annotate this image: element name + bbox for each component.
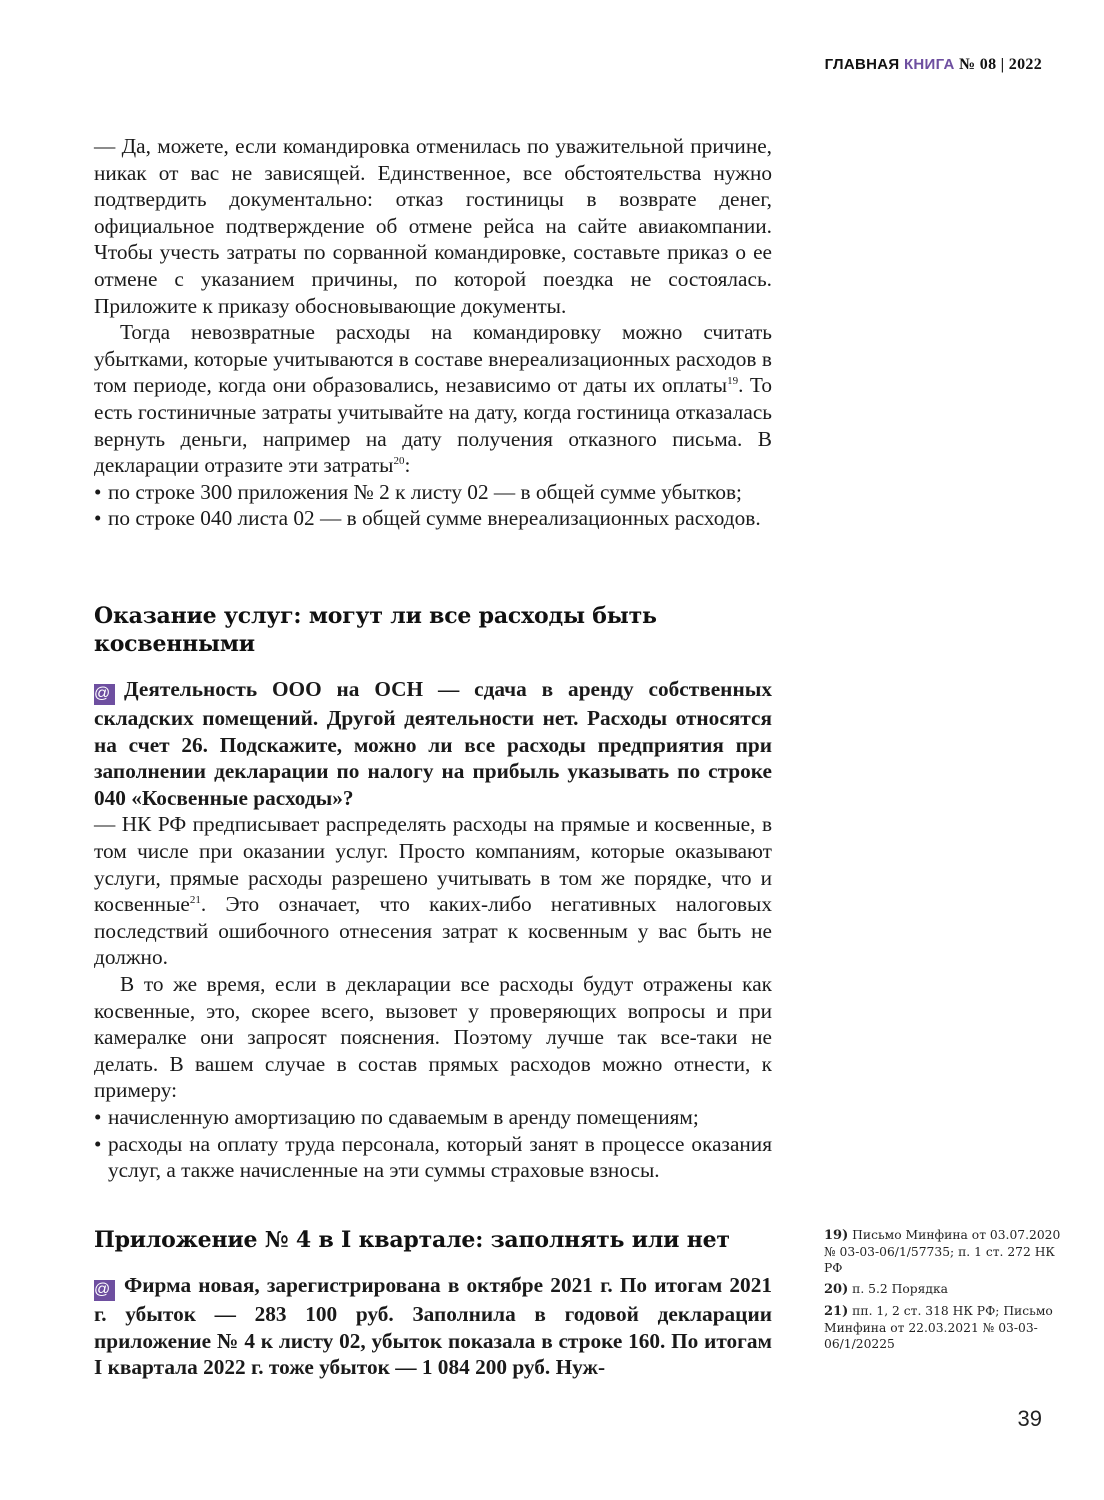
text-fragment: . То есть гостиничные затраты учитывайте на дату, когда гостиница отказалась вернуть деньги, например на дату получения отказного письма. В декларации отразите эти затраты bbox=[94, 373, 772, 478]
question-text: Фирма новая, зарегистрирована в октябре 2021 г. По итогам 2021 г. убыток — 283 100 руб. Заполнила в годовой декларации приложение № 4 к листу 02, убыток показала в строке 160. По итогам I квартала 2022 г. тоже убыток — 1 084 200 руб. Нуж- bbox=[94, 1273, 772, 1380]
magazine-header bbox=[825, 56, 1042, 74]
answer-paragraph bbox=[94, 319, 772, 479]
footnote-19 bbox=[824, 1227, 1064, 1276]
page-number: 39 bbox=[1017, 1406, 1042, 1431]
footnote-text: пп. 1, 2 ст. 318 НК РФ; Письмо Минфина от 22.03.2021 № 03-03-06/1/20225 bbox=[824, 1304, 1053, 1351]
section-appendix-4 bbox=[94, 1226, 772, 1381]
footnotes bbox=[824, 1227, 1064, 1357]
section-services-expenses bbox=[94, 602, 772, 1184]
footnote-20 bbox=[824, 1281, 1064, 1298]
reader-question bbox=[94, 1272, 772, 1381]
section-travel-answer bbox=[94, 133, 772, 532]
footnote-number: 19) bbox=[824, 1228, 849, 1243]
brand-name-accent: КНИГА bbox=[903, 56, 955, 73]
footnote-ref-21: 21 bbox=[189, 894, 201, 907]
footnote-ref-20: 20 bbox=[393, 455, 405, 468]
footnote-ref-19: 19 bbox=[727, 375, 739, 388]
text-fragment: : bbox=[404, 453, 411, 478]
text-fragment: Тогда невозвратные расходы на командировку можно считать убытками, которые учитываются в составе внереализационных расходов в том периоде, когда они образовались, независимо от даты их оплаты bbox=[94, 320, 772, 398]
footnote-number: 20) bbox=[824, 1282, 849, 1297]
email-question-icon: @ bbox=[94, 1280, 115, 1301]
question-text: Деятельность ООО на ОСН — сдача в аренду собственных складских помещений. Другой деятельности нет. Расходы относятся на счет 26. Подскажите, можно ли все расходы предприятия при заполнении декларации по налогу на прибыль указывать по строке 040 «Косвенные расходы»? bbox=[94, 677, 772, 810]
brand-name: ГЛАВНАЯ bbox=[824, 56, 900, 73]
bullet-item: • начисленную амортизацию по сдаваемым в аренду помещениям; bbox=[94, 1104, 772, 1131]
footnote-text: Письмо Минфина от 03.07.2020 № 03-03-06/1/57735; п. 1 ст. 272 НК РФ bbox=[824, 1228, 1061, 1275]
answer-paragraph: В то же время, если в декларации все расходы будут отражены как косвенные, это, скорее всего, вызовет у проверяющих вопросы и при камералке они запросят пояснения. Поэтому лучше так все-таки не делать. В вашем случае в состав прямых расходов можно отнести, к примеру: bbox=[94, 971, 772, 1103]
text-fragment: . Это означает, что каких-либо негативных налоговых последствий ошибочного отнесения затрат к косвенным у вас быть не должно. bbox=[94, 892, 772, 970]
bullet-item: • по строке 300 приложения № 2 к листу 02 — в общей сумме убытков; bbox=[94, 479, 772, 506]
answer-paragraph: — Да, можете, если командировка отменилась по уважительной причине, никак от вас не зависящей. Единственное, все обстоятельства нужно подтвердить документально: отказ гостиницы в возврате денег, официальное подтверждение об отмене рейса на сайте авиакомпании. Чтобы учесть затраты по сорванной командировке, составьте приказ о ее отмене с указанием причины, по которой поездка не состоялась. Приложите к приказу обосновывающие документы. bbox=[94, 134, 772, 318]
section-heading: Оказание услуг: могут ли все расходы быть косвенными bbox=[94, 603, 657, 657]
footnote-number: 21) bbox=[824, 1304, 849, 1319]
answer-paragraph bbox=[94, 811, 772, 971]
bullet-item: • расходы на оплату труда персонала, который занят в процессе оказания услуг, а также начисленные на эти суммы страховые взносы. bbox=[94, 1131, 772, 1184]
reader-question bbox=[94, 676, 772, 811]
email-question-icon: @ bbox=[94, 684, 115, 705]
bullet-item: • по строке 040 листа 02 — в общей сумме внереализационных расходов. bbox=[94, 505, 772, 532]
footnote-text: п. 5.2 Порядка bbox=[852, 1282, 948, 1296]
text-fragment: — НК РФ предписывает распределять расходы на прямые и косвенные, в том числе при оказании услуг. Просто компаниям, которые оказывают услуги, прямые расходы разрешено учитывать в том же порядке, что и косвенные bbox=[94, 812, 772, 917]
issue-number: № 08 | 2022 bbox=[959, 56, 1042, 73]
footnote-21 bbox=[824, 1303, 1064, 1352]
section-heading: Приложение № 4 в I квартале: заполнять или нет bbox=[94, 1227, 730, 1253]
